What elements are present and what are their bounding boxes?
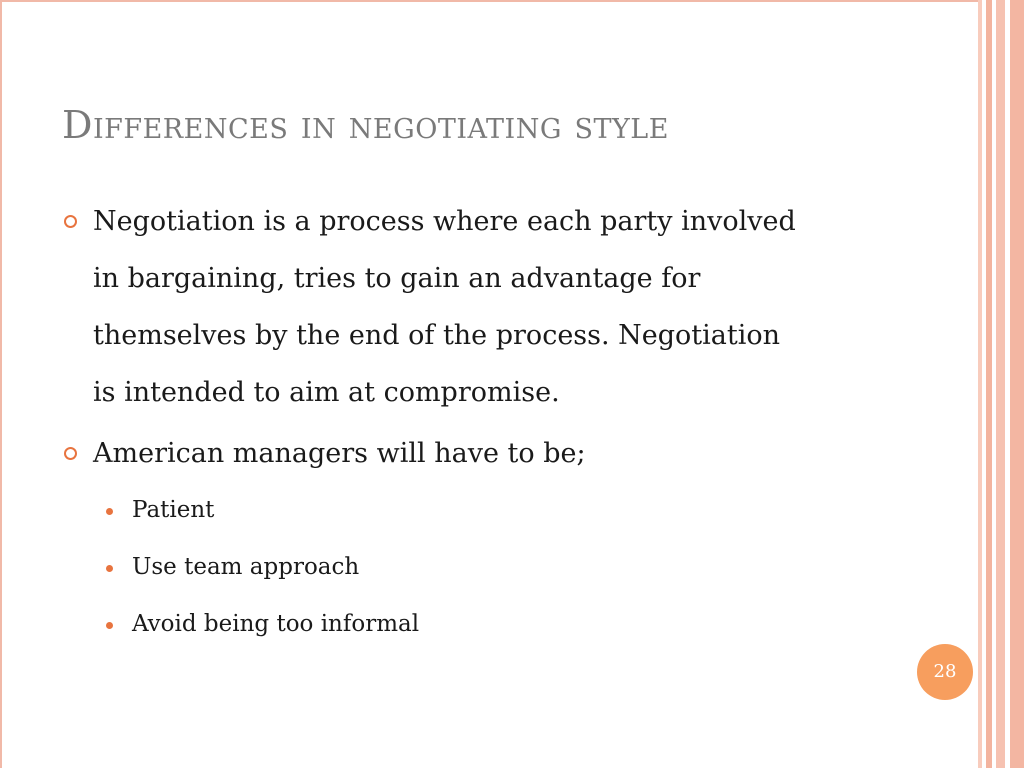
sub-bullet-text: Use team approach <box>132 554 360 580</box>
slide-title: Differences in negotiating style <box>62 103 669 147</box>
page-number-badge: 28 <box>917 644 973 700</box>
bullet-dot-icon <box>106 508 113 515</box>
decorative-stripe <box>978 0 982 768</box>
decorative-stripe <box>986 0 992 768</box>
bullet-ring-icon <box>64 447 77 460</box>
bullet-item <box>62 425 802 482</box>
sub-bullet-item <box>62 539 802 596</box>
sub-bullet-item <box>62 596 802 653</box>
sub-bullet-text: Patient <box>132 497 215 523</box>
bullet-ring-icon <box>64 215 77 228</box>
decorative-stripe <box>996 0 1005 768</box>
bullet-dot-icon <box>106 565 113 572</box>
slide-body <box>62 193 802 653</box>
bullet-item <box>62 193 802 421</box>
sub-bullet-text: Avoid being too informal <box>132 611 420 637</box>
sub-bullet-item <box>62 482 802 539</box>
bullet-text: American managers will have to be; <box>93 438 586 469</box>
decorative-stripe <box>1010 0 1024 768</box>
bullet-text: Negotiation is a process where each party involved in bargaining, tries to gain an advantage for themselves by the end of the process. Negotiation is intended to aim at compromise. <box>93 206 796 408</box>
bullet-dot-icon <box>106 622 113 629</box>
sub-bullet-list <box>62 482 802 653</box>
